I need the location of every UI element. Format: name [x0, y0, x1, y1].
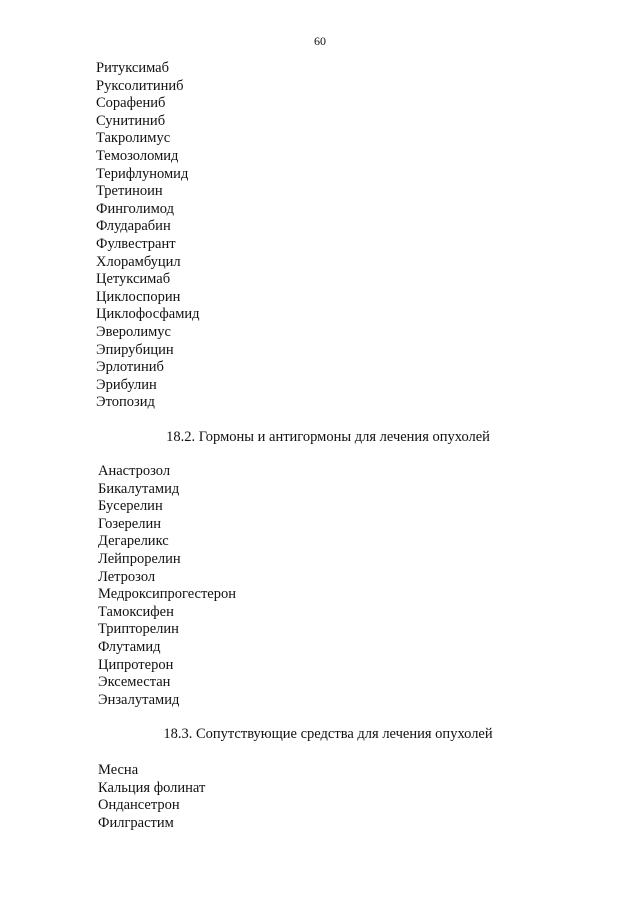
list-item: Эрибулин: [96, 376, 157, 393]
list-item: Эксеместан: [98, 674, 171, 691]
list-item: Эрлотиниб: [96, 359, 164, 376]
list-item: Такролимус: [96, 130, 171, 147]
drug-list-section-3: [98, 762, 205, 832]
list-item: Дегареликс: [98, 533, 169, 550]
list-item: Терифлуномид: [96, 165, 189, 182]
list-item: Циклоспорин: [96, 288, 181, 305]
list-item: Тамоксифен: [98, 603, 174, 620]
list-item: Месна: [98, 762, 139, 778]
drug-list-section-2: [98, 463, 236, 709]
list-item: Фулвестрант: [96, 235, 176, 252]
list-item: Медроксипрогестерон: [98, 586, 236, 603]
list-item: Флутамид: [98, 638, 161, 655]
list-item: Этопозид: [96, 394, 155, 411]
list-item: Бусерелин: [98, 498, 163, 515]
list-item: Лейпрорелин: [98, 550, 181, 567]
list-item: Эверолимус: [96, 323, 171, 340]
list-item: Темозоломид: [96, 147, 179, 164]
section-heading-18-3: 18.3. Сопутствующие средства для лечения опухолей: [163, 726, 493, 742]
list-item: Ондансетрон: [98, 797, 180, 814]
list-item: Эпирубицин: [96, 341, 174, 358]
list-item: Циклофосфамид: [96, 306, 200, 323]
list-item: Энзалутамид: [98, 691, 180, 708]
list-item: Сорафениб: [96, 95, 166, 112]
list-item: Гозерелин: [98, 515, 161, 532]
list-item: Анастрозол: [98, 463, 171, 479]
section-heading-18-2: 18.2. Гормоны и антигормоны для лечения опухолей: [166, 429, 490, 445]
list-item: Летрозол: [98, 568, 156, 585]
list-item: Третиноин: [96, 183, 163, 200]
list-item: Хлорамбуцил: [96, 253, 181, 270]
list-item: Ципротерон: [98, 656, 174, 673]
list-item: Кальция фолинат: [98, 779, 206, 796]
list-item: Ритуксимаб: [96, 60, 169, 76]
page-number: 60: [314, 34, 326, 48]
drug-list-section-1: [96, 60, 200, 412]
list-item: Флударабин: [96, 218, 171, 235]
list-item: Филграстим: [98, 814, 174, 831]
list-item: Трипторелин: [98, 621, 179, 638]
list-item: Финголимод: [96, 200, 175, 217]
list-item: Руксолитиниб: [96, 77, 184, 94]
list-item: Сунитиниб: [96, 112, 166, 129]
list-item: Цетуксимаб: [96, 271, 171, 288]
list-item: Бикалутамид: [98, 480, 180, 497]
